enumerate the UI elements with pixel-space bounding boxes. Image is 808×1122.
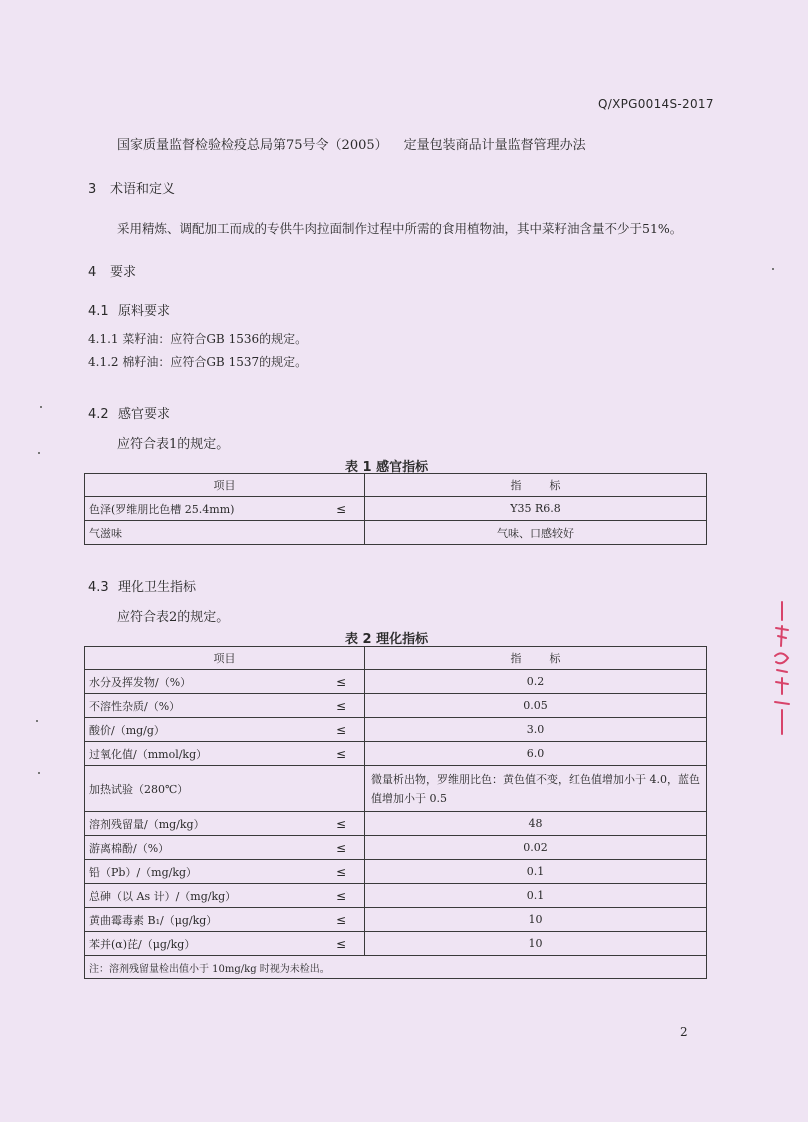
table-row xyxy=(85,766,707,812)
row-item: 气滋味 xyxy=(89,526,122,540)
table-row xyxy=(85,908,707,932)
section-title: 理化卫生指标 xyxy=(118,580,197,595)
table-header-index: 指 标 xyxy=(365,474,707,497)
definition-text: 采用精炼、调配加工而成的专供牛肉拉面制作过程中所需的食用植物油，其中菜籽油含量不少于51%。 xyxy=(117,221,683,236)
row-item: 酸价/（mg/g） xyxy=(89,723,165,737)
row-value: 10 xyxy=(365,908,707,932)
table-row xyxy=(85,670,707,694)
row-item: 过氧化值/（mmol/kg） xyxy=(89,747,208,761)
row-value: 48 xyxy=(365,812,707,836)
row-operator: ≤ xyxy=(335,501,346,516)
requirement-text: 应符合表1的规定。 xyxy=(117,437,230,452)
reference-title: 定量包装商品计量监督管理办法 xyxy=(403,138,586,153)
row-value: 气味、口感较好 xyxy=(365,521,707,545)
scan-speck xyxy=(38,772,40,774)
row-operator: ≤ xyxy=(335,816,346,831)
table-row xyxy=(85,497,707,521)
row-value: 0.02 xyxy=(365,836,707,860)
row-operator: ≤ xyxy=(335,722,346,737)
row-item: 水分及挥发物/（%） xyxy=(89,675,192,689)
list-item: 4.1.1 菜籽油：应符合GB 1536的规定。 xyxy=(88,332,308,346)
row-operator: ≤ xyxy=(335,746,346,761)
table-note-row xyxy=(85,956,707,979)
page-number: 2 xyxy=(680,1025,688,1039)
section-number: 4.2 xyxy=(88,407,109,422)
row-item: 不溶性杂质/（%） xyxy=(89,699,181,713)
row-operator: ≤ xyxy=(335,912,346,927)
sensory-table xyxy=(84,473,707,545)
physicochemical-table xyxy=(84,646,707,979)
section-4-heading xyxy=(88,261,136,280)
table-2-caption: 表 2 理化指标 xyxy=(345,632,429,647)
section-number: 4.1 xyxy=(88,304,109,319)
table-1-caption: 表 1 感官指标 xyxy=(345,460,429,475)
row-item: 总砷（以 As 计）/（mg/kg） xyxy=(89,889,237,903)
seal-stamp-fragment xyxy=(770,598,794,738)
table-row xyxy=(85,521,707,545)
row-value: 0.1 xyxy=(365,860,707,884)
scan-speck xyxy=(40,406,42,408)
section-title: 感官要求 xyxy=(118,407,171,422)
section-number: 4 xyxy=(88,265,97,280)
table-row xyxy=(85,836,707,860)
row-item: 加热试验（280℃） xyxy=(89,782,189,796)
section-title: 术语和定义 xyxy=(110,182,176,197)
row-item: 黄曲霉毒素 B₁/（μg/kg） xyxy=(89,913,218,927)
table-row xyxy=(85,884,707,908)
reference-line xyxy=(117,134,586,153)
row-value: 0.05 xyxy=(365,694,707,718)
row-operator: ≤ xyxy=(335,864,346,879)
document-code: Q/XPG0014S-2017 xyxy=(598,97,714,111)
section-4-2-heading xyxy=(88,403,170,422)
table-note: 注：溶剂残留量检出值小于 10mg/kg 时视为未检出。 xyxy=(85,956,707,979)
table-row xyxy=(85,742,707,766)
row-item: 游离棉酚/（%） xyxy=(89,841,170,855)
row-item: 苯并(α)芘/（μg/kg） xyxy=(89,937,196,951)
row-operator: ≤ xyxy=(335,840,346,855)
section-title: 原料要求 xyxy=(118,304,171,319)
list-item: 4.1.2 棉籽油：应符合GB 1537的规定。 xyxy=(88,355,308,369)
section-4-3-heading xyxy=(88,576,196,595)
row-value: 0.2 xyxy=(365,670,707,694)
row-value: 微量析出物，罗维朋比色：黄色值不变，红色值增加小于 4.0，蓝色值增加小于 0.5 xyxy=(365,766,707,812)
row-operator: ≤ xyxy=(335,888,346,903)
section-number: 4.3 xyxy=(88,580,109,595)
row-value: 10 xyxy=(365,932,707,956)
row-operator: ≤ xyxy=(335,698,346,713)
section-3-heading xyxy=(88,178,175,197)
table-header-item: 项目 xyxy=(85,474,365,497)
table-row xyxy=(85,694,707,718)
reference-decree: 国家质量监督检验检疫总局第75号令（2005） xyxy=(117,138,388,153)
table-row xyxy=(85,932,707,956)
scan-speck xyxy=(772,268,774,270)
row-item: 铅（Pb）/（mg/kg） xyxy=(89,865,198,879)
table-row xyxy=(85,860,707,884)
row-item: 溶剂残留量/（mg/kg） xyxy=(89,817,205,831)
requirement-text: 应符合表2的规定。 xyxy=(117,610,230,625)
table-header-item: 项目 xyxy=(85,647,365,670)
row-value: 6.0 xyxy=(365,742,707,766)
row-value: 0.1 xyxy=(365,884,707,908)
row-value: Y35 R6.8 xyxy=(365,497,707,521)
table-header-index: 指 标 xyxy=(365,647,707,670)
section-title: 要求 xyxy=(110,265,137,280)
scan-speck xyxy=(38,452,40,454)
table-row xyxy=(85,812,707,836)
section-number: 3 xyxy=(88,182,97,197)
scan-speck xyxy=(36,720,38,722)
row-item: 色泽(罗维朋比色槽 25.4mm) xyxy=(89,502,235,516)
section-4-1-heading xyxy=(88,300,170,319)
row-operator: ≤ xyxy=(335,674,346,689)
table-row xyxy=(85,718,707,742)
row-value: 3.0 xyxy=(365,718,707,742)
row-operator: ≤ xyxy=(335,936,346,951)
